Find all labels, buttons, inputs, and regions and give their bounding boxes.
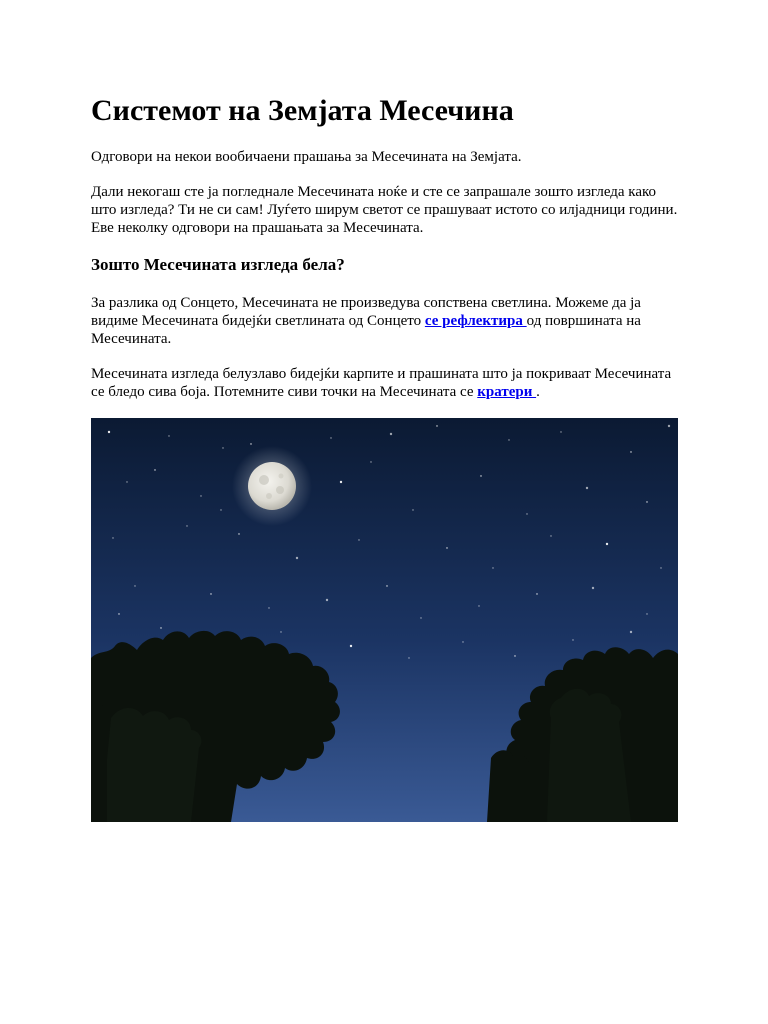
star (586, 487, 588, 489)
star (280, 631, 281, 632)
star (420, 617, 421, 618)
star (630, 631, 632, 633)
star (210, 593, 211, 594)
star (436, 425, 437, 426)
star (330, 437, 331, 438)
star (606, 543, 608, 545)
star (126, 481, 127, 482)
star (168, 435, 169, 436)
star (514, 655, 515, 656)
star (508, 439, 509, 440)
document-body (91, 92, 681, 418)
star (268, 607, 269, 608)
star (222, 447, 223, 448)
star (412, 509, 413, 510)
star (200, 495, 201, 496)
star (446, 547, 447, 548)
paragraph-craters (91, 365, 681, 401)
star (358, 539, 359, 540)
star (390, 433, 392, 435)
paragraph-reflection (91, 294, 681, 348)
star (550, 535, 551, 536)
star (660, 567, 661, 568)
paragraph-reflection-text-end: од површината на Месечината. (91, 313, 641, 347)
star (526, 513, 527, 514)
star (462, 641, 463, 642)
star (408, 657, 409, 658)
star (160, 627, 161, 628)
star (326, 599, 328, 601)
star (480, 475, 481, 476)
star (536, 593, 537, 594)
star (492, 567, 493, 568)
star (560, 431, 561, 432)
star (186, 525, 187, 526)
star (350, 645, 352, 647)
moon-night-photo (91, 418, 678, 822)
star (478, 605, 479, 606)
star (154, 469, 155, 470)
star (108, 431, 110, 433)
star (630, 451, 631, 452)
star (668, 425, 670, 427)
star (386, 585, 387, 586)
page-title: Системот на Земјата Месечина (91, 94, 514, 127)
star (370, 461, 371, 462)
paragraph-craters-text: Месечината изгледа белузлаво бидејќи карпите и прашината што ја покриваат Месечината се бледо сива боја. Потемните сиви точки на Месечината се (91, 366, 672, 400)
paragraph-reflection-text: За разлика од Сонцето, Месечината не произведува сопствена светлина. Можеме да ја видиме Месечината бидејќи светлината од Сонцето (91, 295, 641, 329)
paragraph-moon-question: Дали некогаш сте ја погледнале Месечината ноќе и сте се запрашале зошто изгледа како што изгледа? Ти не си сам! Луѓето ширум светот се прашуваат истото со илјадници години. Еве неколку одговори на прашањата за Месечината. (91, 184, 678, 236)
star (238, 533, 239, 534)
star (250, 443, 251, 444)
section-heading-why-white: Зошто Месечината изгледа бела? (91, 255, 345, 274)
star (646, 613, 647, 614)
star (296, 557, 298, 559)
reflects-link[interactable]: се рефлектира (424, 313, 527, 329)
star (118, 613, 119, 614)
star (220, 509, 221, 510)
paragraph-craters-text-end: . (536, 384, 540, 400)
star (134, 585, 135, 586)
star (112, 537, 113, 538)
star (646, 501, 647, 502)
star (592, 587, 594, 589)
intro-paragraph: Одговори на некои вообичаени прашања за Месечината на Земјата. (91, 149, 522, 165)
craters-link[interactable]: кратери (477, 384, 537, 400)
star (572, 639, 573, 640)
star (340, 481, 342, 483)
